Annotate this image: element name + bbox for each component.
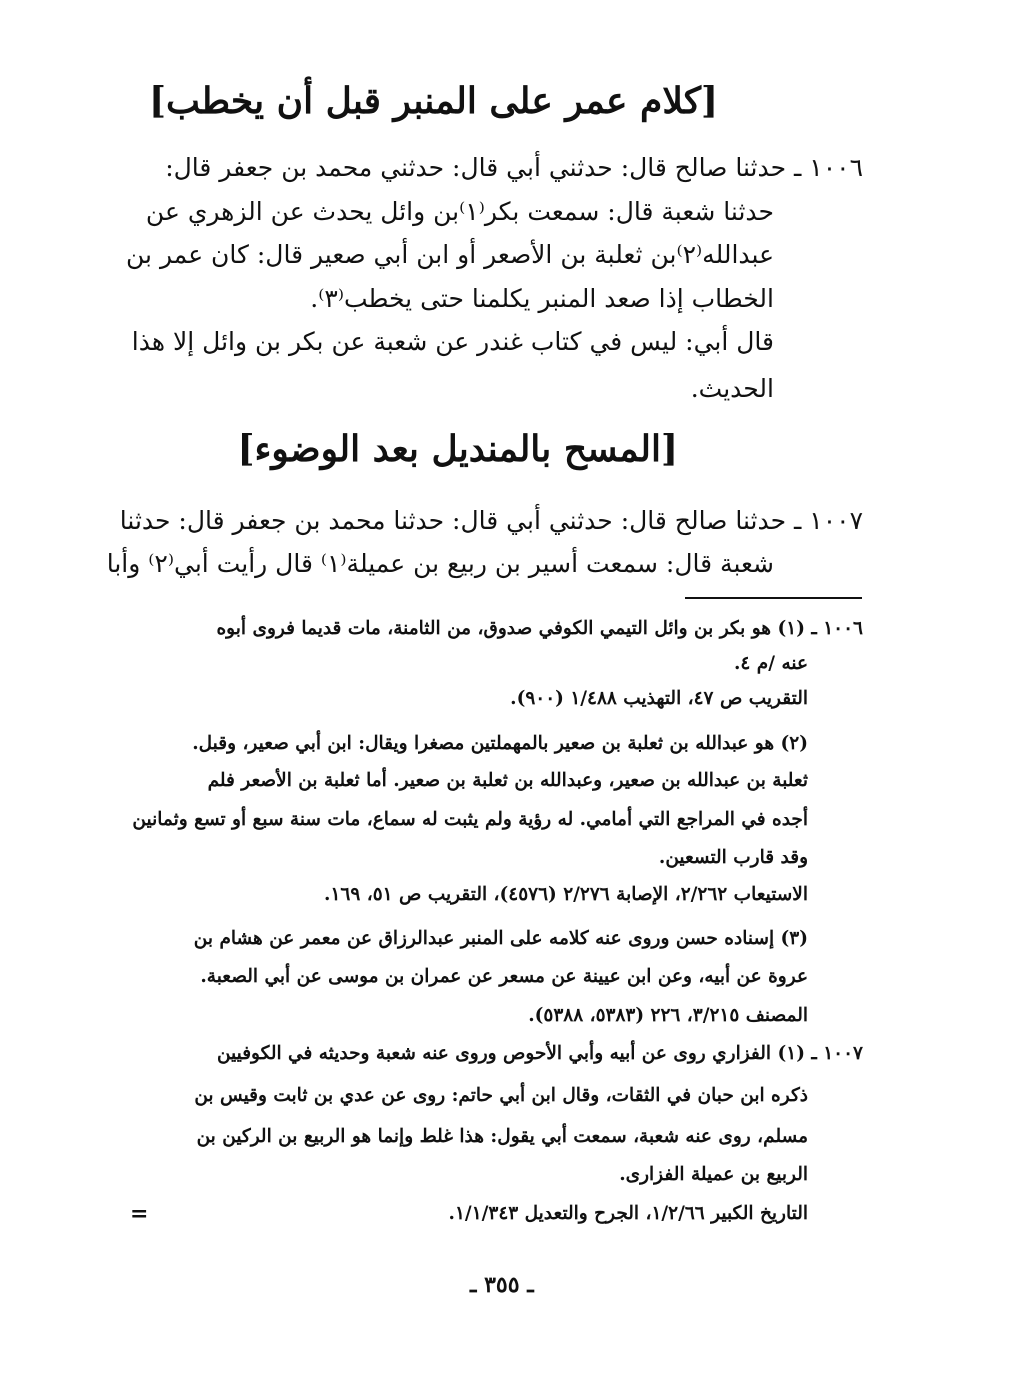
- footnote-line: (٣) إسناده حسن وروى عنه كلامه على المنبر عبدالرزاق عن معمر عن هشام بن: [193, 928, 808, 949]
- hadith-1006-line-1: ١٠٠٦ ـ حدثنا صالح قال: حدثني أبي قال: حدثني محمد بن جعفر قال:: [165, 153, 863, 182]
- continuation-mark: =: [130, 1201, 149, 1227]
- footnote-line: (٢) هو عبدالله بن ثعلبة بن صعير بالمهملتين مصغرا ويقال: ابن أبي صعير، وقبل.: [192, 733, 808, 754]
- footnote-separator: [685, 597, 862, 599]
- page-number: ـ ٣٥٥ ـ: [470, 1272, 534, 1298]
- hadith-1006-line-5: قال أبي: ليس في كتاب غندر عن شعبة عن بكر بن وائل إلا هذا: [131, 327, 774, 356]
- footnote-line: المصنف ٣/٢١٥، ٢٢٦ (٥٣٨٣، ٥٣٨٨).: [528, 1005, 808, 1026]
- footnote-line: التاريخ الكبير ١/٢/٦٦، الجرح والتعديل ١/١/٣٤٣.: [448, 1203, 808, 1224]
- hadith-1006-line-4: الخطاب إذا صعد المنبر يكلمنا حتى يخطب⁽٣⁾.: [310, 284, 774, 313]
- footnote-line: عنه /م ٤.: [733, 653, 808, 674]
- footnote-line: الاستيعاب ٢/٢٦٢، الإصابة ٢/٢٧٦ (٤٥٧٦)، التقريب ص ٥١، ١٦٩.: [324, 884, 808, 905]
- footnote-line: الربيع بن عميلة الفزارى.: [619, 1164, 808, 1185]
- section-heading-1: [كلام عمر على المنبر قبل أن يخطب]: [148, 80, 718, 122]
- section-heading-2: [المسح بالمنديل بعد الوضوء]: [237, 428, 678, 470]
- hadith-1006-line-3: عبدالله⁽٢⁾بن ثعلبة بن الأصعر أو ابن أبي صعير قال: كان عمر بن: [126, 240, 774, 269]
- footnote-line: ١٠٠٦ ـ (١) هو بكر بن وائل التيمي الكوفي صدوق، من الثامنة، مات قديما فروى أبوه: [216, 618, 863, 639]
- footnote-line: عروة عن أبيه، وعن ابن عيينة عن مسعر عن عمران بن موسى عن أبي الصعبة.: [200, 966, 808, 987]
- footnote-line: ذكره ابن حبان في الثقات، وقال ابن أبي حاتم: روى عن عدي بن ثابت وقيس بن: [194, 1085, 808, 1106]
- footnote-line: ١٠٠٧ ـ (١) الفزاري روى عن أبيه وأبي الأحوص وروى عنه شعبة وحديثه في الكوفيين: [216, 1043, 863, 1064]
- hadith-1006-line-6: الحديث.: [690, 374, 774, 403]
- footnote-line: التقريب ص ٤٧، التهذيب ١/٤٨٨ (٩٠٠).: [510, 688, 808, 709]
- hadith-1007-line-2: شعبة قال: سمعت أسير بن ربيع بن عميلة⁽١⁾ قال رأيت أبي⁽٢⁾ وأبا: [106, 549, 774, 578]
- hadith-1006-line-2: حدثنا شعبة قال: سمعت بكر⁽١⁾بن وائل يحدث عن الزهري عن: [145, 197, 774, 226]
- footnote-line: مسلم، روى عنه شعبة، سمعت أبي يقول: هذا غلط وإنما هو الربيع بن الركين بن: [196, 1126, 808, 1147]
- footnote-line: أجده في المراجع التي أمامي. له رؤية ولم يثبت له سماع، مات سنة سبع أو تسع وثمانين: [132, 809, 808, 830]
- hadith-1007-line-1: ١٠٠٧ ـ حدثنا صالح قال: حدثني أبي قال: حدثنا محمد بن جعفر قال: حدثنا: [119, 506, 863, 535]
- footnote-line: ثعلبة بن عبدالله بن صعير، وعبدالله بن ثعلبة بن صعير. أما ثعلبة بن الأصعر فلم: [207, 770, 808, 791]
- footnote-line: وقد قارب التسعين.: [658, 847, 808, 868]
